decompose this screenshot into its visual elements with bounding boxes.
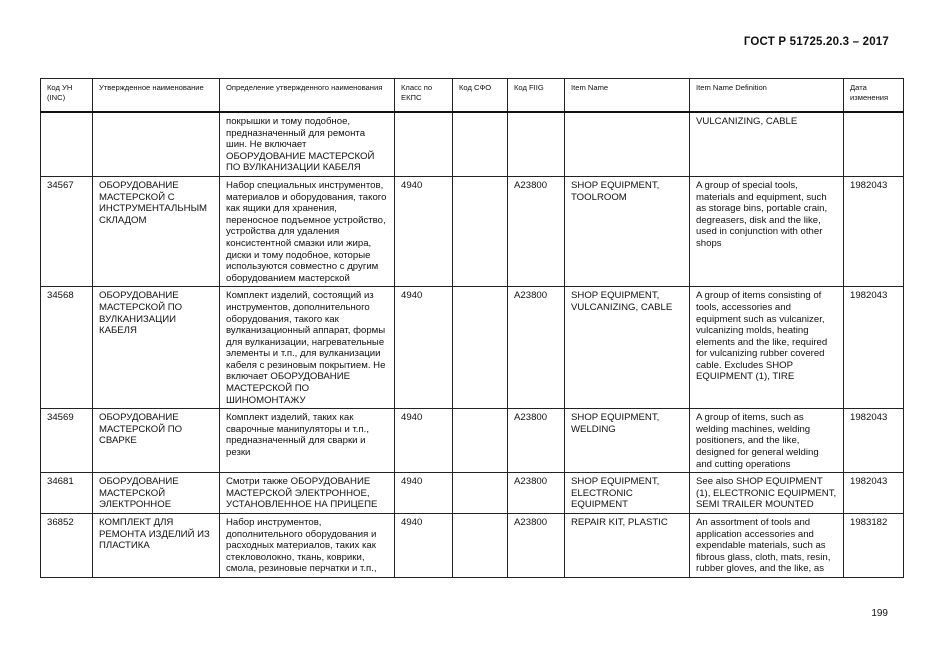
column-header-item-name: Item Name (565, 79, 690, 113)
cell-date: 1982043 (844, 473, 904, 514)
cell-item-name: SHOP EQUIPMENT, VULCANIZING, CABLE (565, 287, 690, 409)
cell-date: 1982043 (844, 176, 904, 286)
cell-class (395, 112, 453, 176)
column-header-approved-name: Утвержденное наименование (93, 79, 220, 113)
cell-name: ОБОРУДОВАНИЕ МАСТЕРСКОЙ ЭЛЕКТРОННОЕ (93, 473, 220, 514)
table-header-row (41, 79, 904, 113)
cell-definition: Комплект изделий, состоящий из инструментов, дополнительного оборудования, такого как вулканизационный аппарат, формы для вулканизации, нагревательные элементы и т.п., для вулканизации кабеля с резиновым покрытием. Не включает ОБОРУДОВАНИЕ МАСТЕРСКОЙ ПО ШИНОМОНТАЖУ (220, 287, 395, 409)
cell-name: КОМПЛЕКТ ДЛЯ РЕМОНТА ИЗДЕЛИЙ ИЗ ПЛАСТИКА (93, 514, 220, 578)
cell-sfo (453, 473, 508, 514)
cell-fiig: A23800 (508, 409, 565, 473)
cell-definition: Смотри также ОБОРУДОВАНИЕ МАСТЕРСКОЙ ЭЛЕКТРОННОЕ, УСТАНОВЛЕННОЕ НА ПРИЦЕПЕ (220, 473, 395, 514)
cell-sfo (453, 287, 508, 409)
cell-item-name: SHOP EQUIPMENT, TOOLROOM (565, 176, 690, 286)
table-row (41, 176, 904, 286)
cell-definition: Набор инструментов, дополнительного оборудования и расходных материалов, таких как стекловолокно, ткань, коврики, смола, резиновые перчатки и т.п., (220, 514, 395, 578)
cell-item-definition: See also SHOP EQUIPMENT (1), ELECTRONIC EQUIPMENT, SEMI TRAILER MOUNTED (690, 473, 844, 514)
cell-class: 4940 (395, 287, 453, 409)
column-header-inc: Код УН (INC) (41, 79, 93, 113)
cell-inc (41, 112, 93, 176)
column-header-class: Класс по ЕКПС (395, 79, 453, 113)
cell-item-definition: An assortment of tools and application accessories and expendable materials, such as fibrous glass, cloth, mats, resin, rubber gloves, and the like, as (690, 514, 844, 578)
table-row (41, 473, 904, 514)
cell-item-definition: A group of items consisting of tools, accessories and equipment such as vulcanizer, vulcanizing molds, heating elements and the like, required for vulcanizing rubber covered cable. Excludes SHOP EQUIPMENT (1), TIRE (690, 287, 844, 409)
column-header-date: Дата изменения (844, 79, 904, 113)
cell-sfo (453, 176, 508, 286)
cell-sfo (453, 112, 508, 176)
cell-fiig: A23800 (508, 176, 565, 286)
cell-inc: 36852 (41, 514, 93, 578)
cell-name: ОБОРУДОВАНИЕ МАСТЕРСКОЙ ПО СВАРКЕ (93, 409, 220, 473)
cell-name: ОБОРУДОВАНИЕ МАСТЕРСКОЙ С ИНСТРУМЕНТАЛЬНЫМ СКЛАДОМ (93, 176, 220, 286)
cell-sfo (453, 409, 508, 473)
cell-item-definition: A group of items, such as welding machines, welding positioners, and the like, designed for general welding and cutting operations (690, 409, 844, 473)
cell-definition: Комплект изделий, таких как сварочные манипуляторы и т.п., предназначенный для сварки и резки (220, 409, 395, 473)
cell-item-name: REPAIR KIT, PLASTIC (565, 514, 690, 578)
cell-date: 1983182 (844, 514, 904, 578)
cell-inc: 34681 (41, 473, 93, 514)
cell-definition: Набор специальных инструментов, материалов и оборудования, такого как ящики для хранения, переносное подъемное устройство, устройства для удаления консистентной смазки или жира, диски и тому подобное, которые используются совместно с другим оборудованием мастерской (220, 176, 395, 286)
cell-name (93, 112, 220, 176)
cell-item-definition: A group of special tools, materials and equipment, such as storage bins, portable crain, degreasers, disk and the like, used in conjunction with other shops (690, 176, 844, 286)
cell-item-name: SHOP EQUIPMENT, WELDING (565, 409, 690, 473)
document-title: ГОСТ Р 51725.20.3 – 2017 (743, 36, 889, 48)
cell-date: 1982043 (844, 409, 904, 473)
column-header-fiig: Код FIIG (508, 79, 565, 113)
cell-name: ОБОРУДОВАНИЕ МАСТЕРСКОЙ ПО ВУЛКАНИЗАЦИИ КАБЕЛЯ (93, 287, 220, 409)
column-header-sfo: Код СФО (453, 79, 508, 113)
cell-class: 4940 (395, 409, 453, 473)
table-row (41, 112, 904, 176)
cell-class: 4940 (395, 514, 453, 578)
column-header-item-definition: Item Name Definition (690, 79, 844, 113)
cell-class: 4940 (395, 473, 453, 514)
cell-class: 4940 (395, 176, 453, 286)
table-row (41, 514, 904, 578)
cell-fiig: A23800 (508, 473, 565, 514)
cell-item-definition: VULCANIZING, CABLE (690, 112, 844, 176)
cell-item-name: SHOP EQUIPMENT, ELECTRONIC EQUIPMENT (565, 473, 690, 514)
cell-date: 1982043 (844, 287, 904, 409)
cell-item-name (565, 112, 690, 176)
catalog-table (40, 78, 904, 578)
cell-inc: 34567 (41, 176, 93, 286)
cell-date (844, 112, 904, 176)
cell-definition: покрышки и тому подобное, предназначенный для ремонта шин. Не включает ОБОРУДОВАНИЕ МАСТЕРСКОЙ ПО ВУЛКАНИЗАЦИИ КАБЕЛЯ (220, 112, 395, 176)
cell-fiig: A23800 (508, 514, 565, 578)
cell-inc: 34569 (41, 409, 93, 473)
table-row (41, 287, 904, 409)
page-number: 199 (871, 608, 888, 619)
cell-inc: 34568 (41, 287, 93, 409)
column-header-definition: Определение утвержденного наименования (220, 79, 395, 113)
cell-fiig: A23800 (508, 287, 565, 409)
cell-fiig (508, 112, 565, 176)
cell-sfo (453, 514, 508, 578)
table-row (41, 409, 904, 473)
